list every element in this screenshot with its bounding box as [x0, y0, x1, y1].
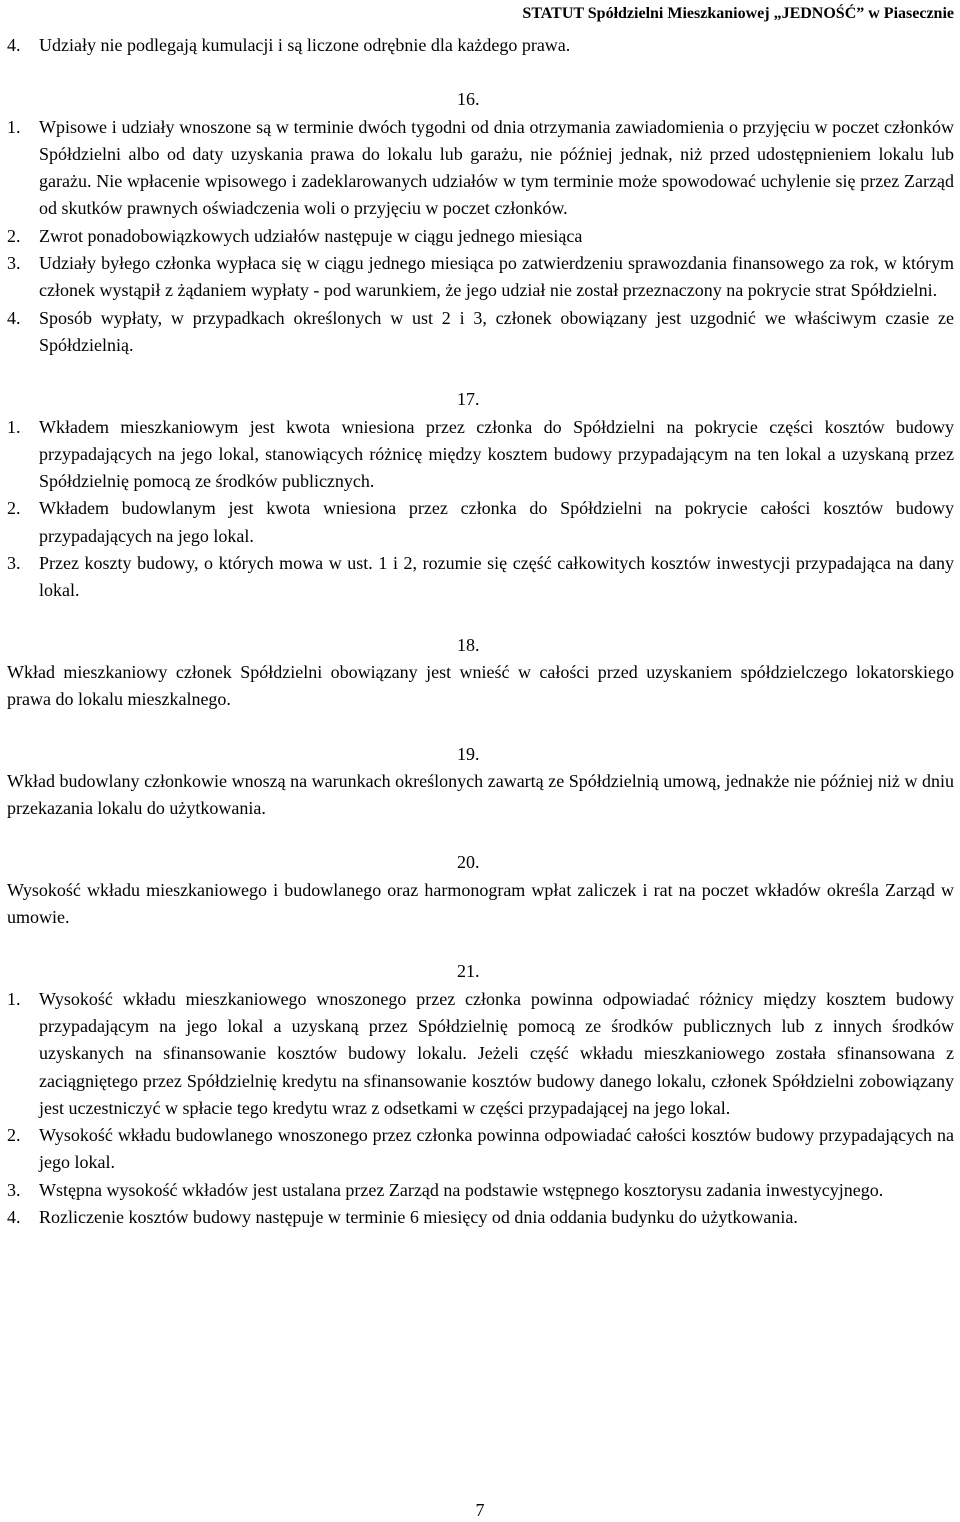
item-number: 4.: [7, 307, 21, 328]
document-header: STATUT Spółdzielni Mieszkaniowej „JEDNOŚĆ” w Piasecznie: [522, 5, 954, 22]
list-item: [7, 223, 954, 250]
list-item: [7, 495, 954, 550]
section-20-text: Wysokość wkładu mieszkaniowego i budowlanego oraz harmonogram wpłat zaliczek i rat na poczet wkładów określa Zarząd w umowie.: [7, 879, 954, 928]
item-number: 1.: [7, 988, 21, 1009]
list-item: [7, 986, 954, 1122]
list-item: [7, 114, 954, 223]
item-number: 3.: [7, 553, 21, 574]
item-number: 2.: [7, 1125, 21, 1146]
item-number: 1.: [7, 416, 21, 437]
item-text: Wpisowe i udziały wnoszone są w terminie dwóch tygodni od dnia otrzymania zawiadomienia o przyjęciu w poczet członków Spółdzielni albo od daty uzyskania prawa do lokalu lub garażu, nie później jednak, niż przed udostępnieniem lokalu lub garażu. Nie wpłacenie wpisowego i zadeklarowanych udziałów w tym terminie może spowodować uchylenie się przez Zarząd od skutków prawnych oświadczenia woli o przyjęciu w poczet członków.: [39, 116, 954, 219]
item-text: Udziały nie podlegają kumulacji i są liczone odrębnie dla każdego prawa.: [39, 35, 571, 55]
list-item: [7, 1177, 954, 1204]
item-text: Wkładem mieszkaniowym jest kwota wniesiona przez członka do Spółdzielni na pokrycie części kosztów budowy przypadających na jego lokal, stanowiących różnicę między kosztem budowy przypadającym na ten lokal a uzyskaną przez Spółdzielnię pomocą ze środków publicznych.: [39, 416, 954, 492]
item-number: 1.: [7, 116, 21, 137]
list-item: [7, 1204, 954, 1231]
item-number: 2.: [7, 225, 21, 246]
item-text: Wysokość wkładu budowlanego wnoszonego przez członka powinna odpowiadać całości kosztów budowy przypadających na jego lokal.: [39, 1125, 954, 1173]
item-number: 3.: [7, 1179, 21, 1200]
list-item: [7, 1122, 954, 1177]
item-number: 4.: [7, 35, 21, 55]
item-text: Wstępna wysokość wkładów jest ustalana przez Zarząd na podstawie wstępnego kosztorysu zadania inwestycyjnego.: [39, 1179, 884, 1200]
list-item: [7, 414, 954, 496]
section-21-title: 21.: [457, 961, 480, 982]
list-item: [7, 550, 954, 605]
item-text: Sposób wypłaty, w przypadkach określonych w ust 2 i 3, członek obowiązany jest uzgodnić we właściwym czasie ze Spółdzielnią.: [39, 307, 954, 355]
section-19-title: 19.: [457, 743, 480, 764]
section-17-title: 17.: [457, 389, 480, 410]
page-number: 7: [475, 1500, 485, 1520]
item-text: Przez koszty budowy, o których mowa w ust. 1 i 2, rozumie się część całkowitych kosztów inwestycji przypadająca na dany lokal.: [39, 553, 954, 601]
item-text: Wysokość wkładu mieszkaniowego wnoszonego przez członka powinna odpowiadać różnicy między kosztem budowy przypadającym na jego lokal a uzyskaną przez Spółdzielnię pomocą ze środków publicznych lub z innych środków uzyskanych na sfinansowanie kosztów budowy lokalu. Jeżeli część wkładu mieszkaniowego została sfinansowana z zaciągniętego przez Spółdzielnię kredytu na sfinansowanie kosztów budowy danego lokalu, członek Spółdzielni zobowiązany jest uczestniczyć w spłacie tego kredytu wraz z odsetkami w części przypadającej na jego lokal.: [39, 988, 954, 1118]
list-item: [7, 305, 954, 360]
section-19-text: Wkład budowlany członkowie wnoszą na warunkach określonych zawartą ze Spółdzielnią umową, jednakże nie później niż w dniu przekazania lokalu do użytkowania.: [7, 770, 954, 819]
section-18-text: Wkład mieszkaniowy członek Spółdzielni obowiązany jest wnieść w całości przed uzyskaniem spółdzielczego lokatorskiego prawa do lokalu mieszkalnego.: [7, 661, 954, 710]
item-number: 3.: [7, 253, 21, 274]
item-text: Udziały byłego członka wypłaca się w ciągu jednego miesiąca po zatwierdzeniu sprawozdania finansowego za rok, w którym członek wystąpił z żądaniem wypłaty - pod warunkiem, że jego udział nie został przeznaczony na pokrycie strat Spółdzielni.: [39, 253, 954, 301]
item-text: Wkładem budowlanym jest kwota wniesiona przez członka do Spółdzielni na pokrycie całości kosztów budowy przypadających na jego lokal.: [39, 498, 954, 546]
list-item: [7, 32, 954, 59]
document-body: [7, 32, 954, 1231]
section-16-title: 16.: [457, 89, 480, 110]
item-number: 2.: [7, 498, 21, 519]
list-item: [7, 250, 954, 305]
section-20-title: 20.: [457, 852, 480, 873]
item-text: Rozliczenie kosztów budowy następuje w terminie 6 miesięcy od dnia oddania budynku do użytkowania.: [39, 1206, 798, 1227]
item-number: 4.: [7, 1206, 21, 1227]
section-18-title: 18.: [457, 634, 480, 655]
item-text: Zwrot ponadobowiązkowych udziałów następuje w ciągu jednego miesiąca: [39, 225, 583, 246]
